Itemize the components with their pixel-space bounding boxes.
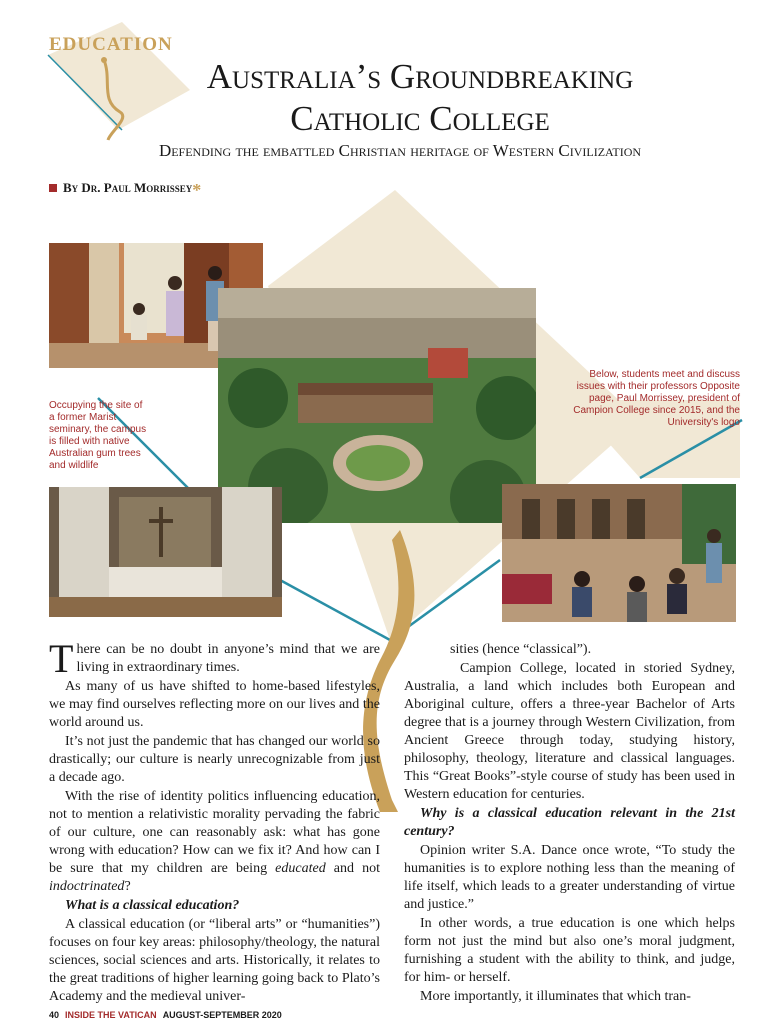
photo-students-discussion: [502, 484, 736, 622]
byline: [49, 180, 201, 201]
issue-date: AUGUST-SEPTEMBER 2020: [162, 1010, 282, 1020]
page-footer: [49, 1010, 282, 1020]
byline-square-icon: [49, 184, 57, 192]
left-paragraph-4-text-c: ?: [124, 879, 131, 894]
article-subtitle: Defending the embattled Christian heritage of Western Civilization: [158, 141, 642, 160]
section-label: EDUCATION: [49, 34, 173, 55]
right-paragraph-5: More importantly, it illuminates that which tran-: [420, 989, 691, 1004]
left-paragraph-4-em-a: educated: [275, 861, 326, 876]
chapel-image: [49, 487, 282, 617]
left-paragraph-4-text-a: With the rise of identity politics influencing education, not to mention a relativistic morality pervading the fabric of our culture, one can reasonably ask: what has gone wrong with education? How can we fix it? And how can I be sure that my children are being: [49, 789, 380, 876]
left-paragraph-3: It’s not just the pandemic that has changed our world so drastically; our culture is nearly unrecognizable from just a decade ago.: [49, 734, 380, 785]
left-paragraph-4-text-b: and not: [325, 861, 381, 876]
left-paragraph-2: As many of us have shifted to home-based lifestyles, we may find ourselves reflecting more on our lives and the world around us.: [49, 679, 380, 730]
drop-cap: T: [49, 636, 74, 681]
article-title-line1: Australia’s Groundbreaking: [206, 57, 634, 96]
page-number: 40: [49, 1010, 60, 1020]
caption-right: Below, students meet and discuss issues with their professors Opposite page, Paul Morrissey, president of Campion College since 2015, and the University's logo: [573, 369, 740, 428]
caption-left: Occupying the site of a former Marist seminary, the campus is filled with native Australian gum trees and wildlife: [49, 400, 147, 471]
right-paragraph-2: Campion College, located in storied Sydney, Australia, a land which includes both European and Aboriginal culture, offers a three-year Bachelor of Arts degree that is a journey through Western Civilization, from Ancient Greece through today, studying history, philosophy, theology, literature and classical languages. This “Great Books”-style course of study has been used in Western education for centuries.: [404, 661, 735, 802]
left-paragraph-1-text: here can be no doubt in anyone’s mind that we are living in extraordinary times.: [76, 642, 380, 675]
right-paragraph-4: In other words, a true education is one which helps form not just the mind but also one’s moral judgment, furnishing a student with the ability to think, and judge, for him- or herself.: [404, 916, 735, 985]
article-left-column: [49, 636, 381, 1007]
subheading-relevance: Why is a classical education relevant in the 21st century?: [404, 806, 735, 839]
students-discussion-image: [502, 484, 736, 622]
photo-chapel: [49, 487, 282, 617]
magazine-name: INSIDE THE VATICAN: [65, 1010, 157, 1020]
article-title-line2: Catholic College: [290, 99, 550, 138]
right-paragraph-1: sities (hence “classical”).: [450, 642, 592, 657]
article-right-column: [404, 641, 735, 1007]
left-paragraph-5: A classical education (or “liberal arts” or “humanities”) focuses on four key areas: philosophy/theology, the natural sciences, social sciences and arts. Historically, it relates to the great traditions of higher learning going back to Plato’s Academy and the medieval univer-: [49, 917, 380, 1004]
left-paragraph-1: [49, 636, 380, 681]
left-paragraph-4: [49, 788, 380, 896]
left-paragraph-4-em-b: indoctrinated: [49, 879, 125, 894]
subheading-classical-education: What is a classical education?: [65, 898, 240, 913]
right-paragraph-3: Opinion writer S.A. Dance once wrote, “To study the humanities is to explore nothing less than the meaning of life itself, which leads to a greater understanding of virtue and justice.”: [404, 843, 735, 912]
byline-text: By Dr. Paul Morrissey: [63, 180, 193, 195]
tassel-knot-icon: [101, 57, 107, 63]
article-title: [120, 56, 720, 140]
byline-asterisk: *: [192, 180, 202, 200]
